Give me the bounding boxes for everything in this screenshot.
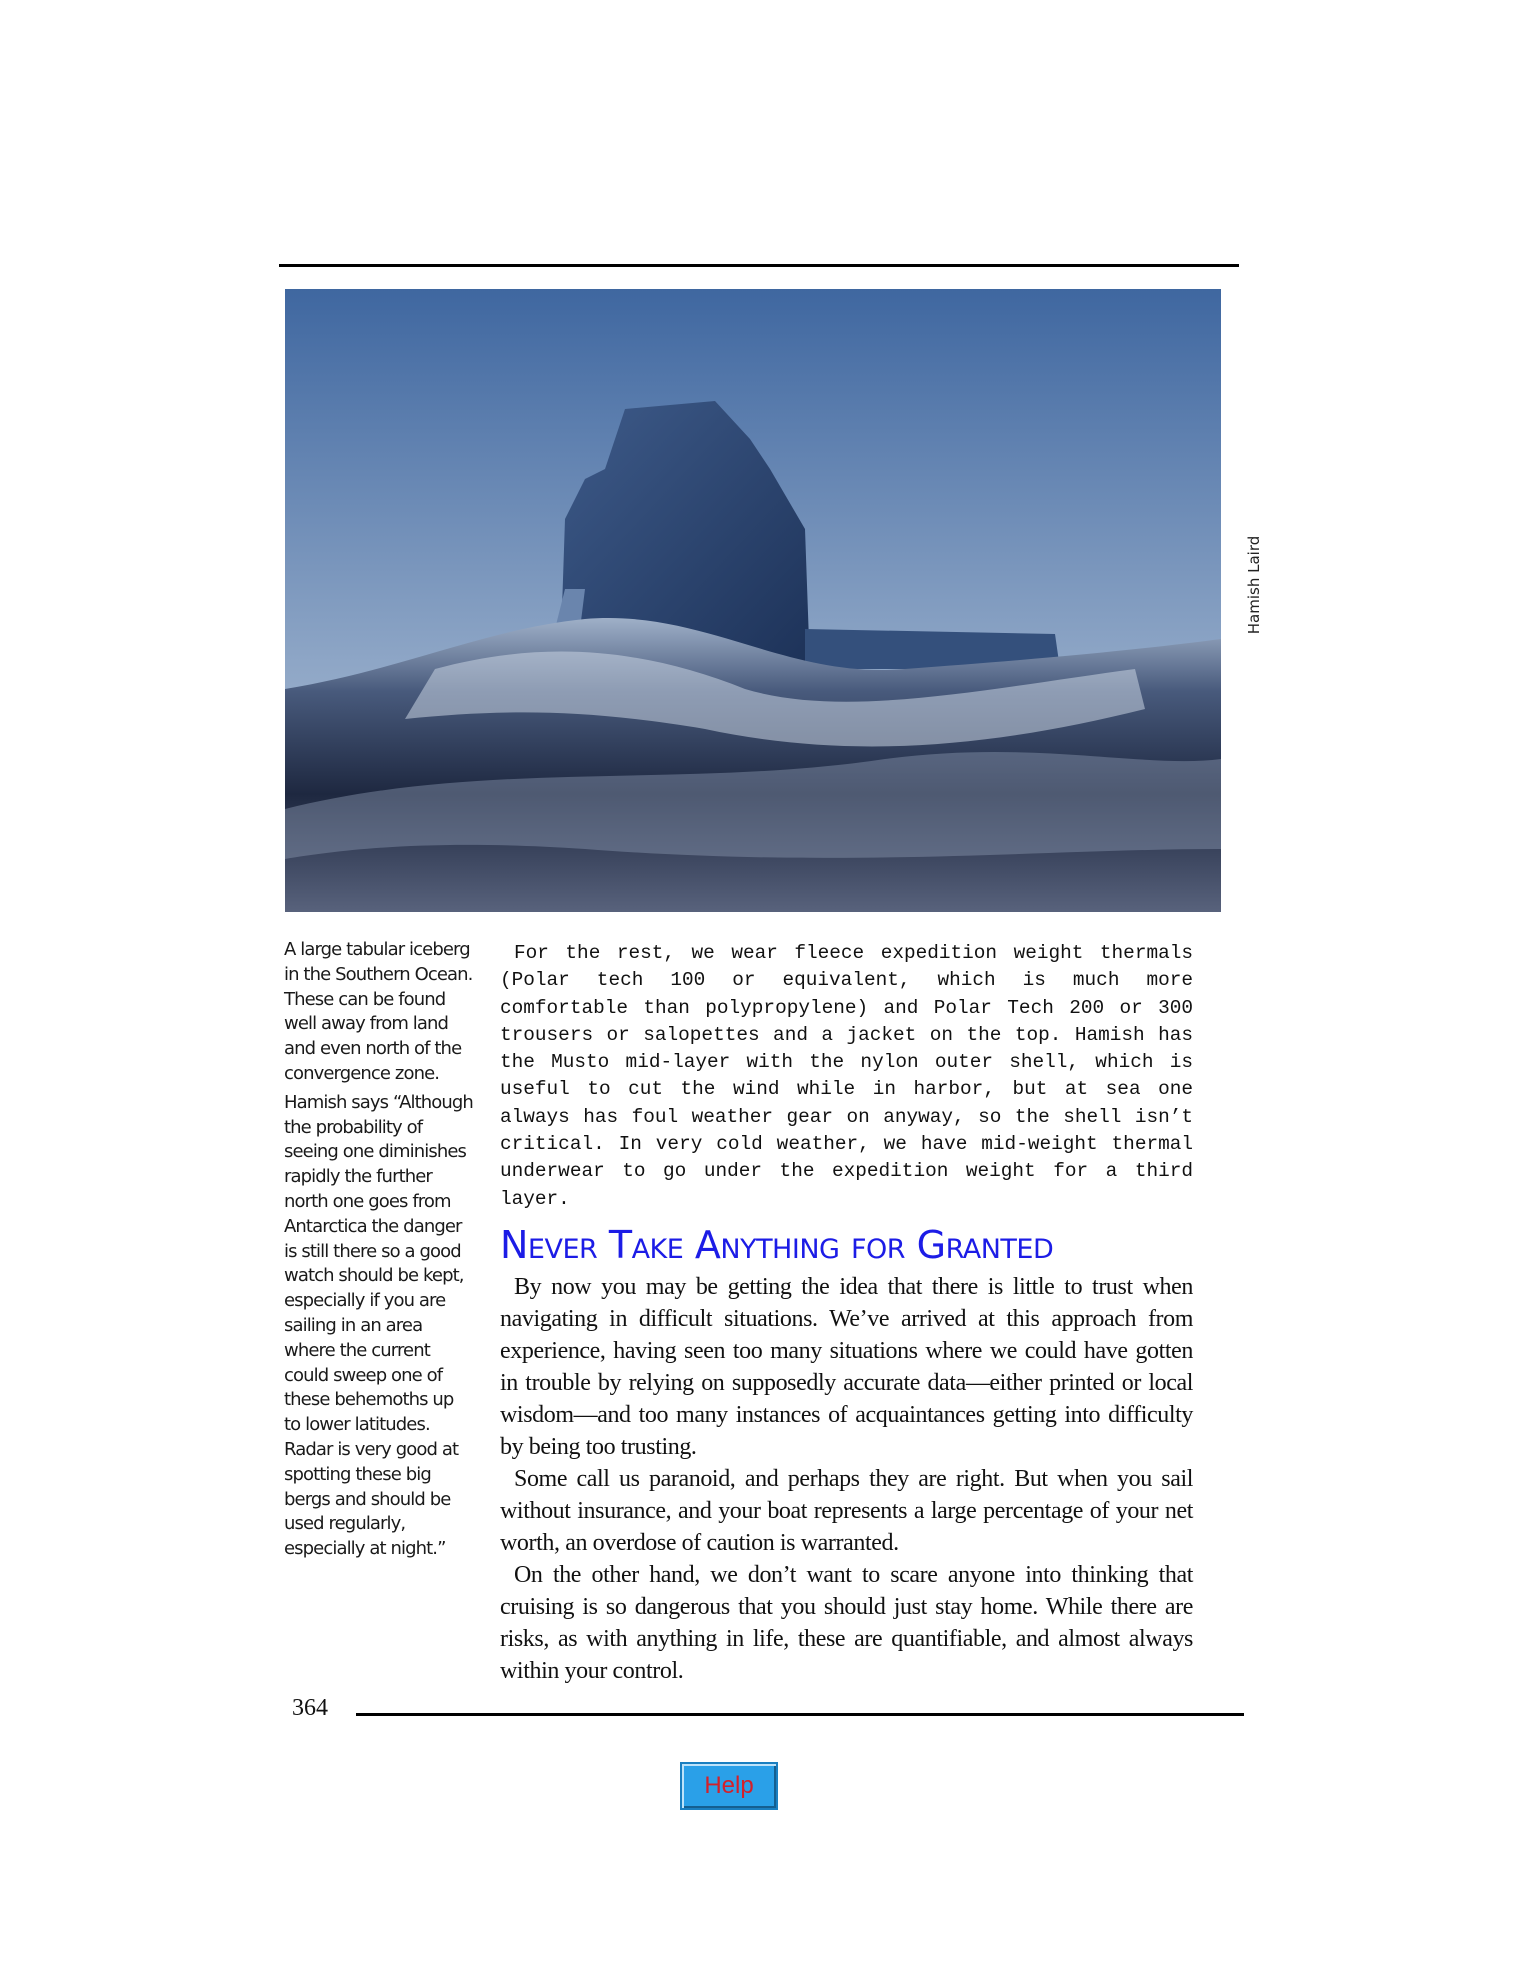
top-rule: [279, 264, 1239, 267]
iceberg-photo-graphic: [285, 289, 1221, 912]
body-paragraph: On the other hand, we don’t want to scare anyone into thinking that cruising is so dangerous that you should just stay home. While there are risks, as with anything in life, these are quantifiable, and almost always within your control.: [500, 1561, 1193, 1684]
body-paragraph-thermals: For the rest, we wear fleece expedition weight thermals (Polar tech 100 or equivalent, which is much more comfortable than polypropylene) and Polar Tech 200 or 300 trousers or salopettes and a jacket on the top. Hamish has the Musto mid-layer with the nylon outer shell, which is useful to cut the wind while in harbor, but at sea one always has foul weather gear on anyway, so the shell isn’t critical. In very cold weather, we have mid-weight thermal underwear to go under the expedition weight for a third layer.: [500, 942, 1193, 1210]
iceberg-photo: [285, 289, 1221, 912]
body-paragraph: Some call us paranoid, and perhaps they are right. But when you sail without insurance, and your boat represents a large percentage of your net worth, an overdose of caution is warranted.: [500, 1465, 1193, 1556]
bottom-rule: [356, 1713, 1244, 1716]
caption-paragraph: A large tabular iceberg in the Southern Ocean. These can be found well away from land and even north of the convergence zone.: [284, 939, 473, 1084]
section-heading: Never Take Anything for Granted: [500, 1222, 1054, 1267]
photo-credit: Hamish Laird: [1245, 535, 1263, 635]
main-column: [500, 940, 1193, 1687]
caption-quote: Hamish says “Although the probability of seeing one diminishes rapidly the further north one goes from Antarctica the danger is still there so a good watch should be kept, especially if you are sailing in an area where the current could sweep one of these behemoths up to lower latitudes. Radar is very good at spotting these big bergs and should be used regularly, especially at night.”: [284, 1091, 473, 1560]
body-paragraph: By now you may be getting the idea that there is little to trust when navigating in difficult situations. We’ve arrived at this approach from experience, having seen too many situations where we could have gotten in trouble by relying on supposedly accurate data—either printed or local wisdom—and too many instances of acquaintances getting into difficulty by being too trusting.: [500, 1273, 1193, 1460]
page-number: 364: [292, 1695, 328, 1721]
photo-caption: [284, 938, 474, 1566]
help-button[interactable]: Help: [680, 1762, 778, 1810]
